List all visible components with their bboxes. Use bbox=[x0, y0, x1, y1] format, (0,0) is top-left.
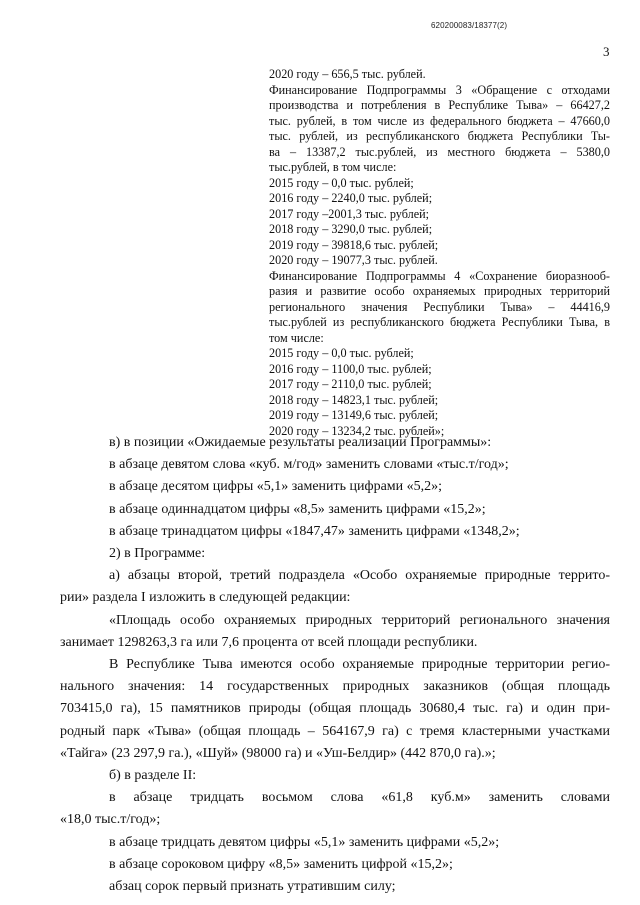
text-line: 703415,0 га), 15 памятников природы (общая площадь 30680,4 тыс. га) и один при- bbox=[60, 701, 610, 717]
text-line: абзац сорок первый признать утратившим силу; bbox=[109, 879, 396, 895]
text-line: производства и потребления в Республике Тыва» – 66427,2 bbox=[269, 98, 610, 112]
text-line: 2016 году – 2240,0 тыс. рублей; bbox=[269, 191, 433, 205]
text-line: в) в позиции «Ожидаемые результаты реализации Программы»: bbox=[109, 435, 492, 450]
text-line: в абзаце тринадцатом цифры «1847,47» заменить цифрами «1348,2»; bbox=[109, 523, 520, 539]
financing-column bbox=[269, 67, 610, 439]
text-line: регионального значения Республики Тыва» – 44416,9 bbox=[269, 299, 610, 314]
text-line: тыс. рублей, из республиканского бюджета Республики Ты- bbox=[269, 129, 610, 143]
text-line: нального значения: 14 государственных природных заказников (общая площадь bbox=[60, 679, 610, 695]
page-number: 3 bbox=[603, 44, 610, 59]
text-line: в абзаце одиннадцатом цифры «8,5» заменить цифрами «15,2»; bbox=[109, 501, 486, 517]
text-line: родный парк «Тыва» (общая площадь – 564167,9 га) с тремя кластерными участками bbox=[60, 723, 610, 739]
text-line: а) абзацы второй, третий подраздела «Особо охраняемые природные террито- bbox=[109, 568, 610, 584]
text-line: в абзаце тридцать девятом цифры «5,1» заменить цифрами «5,2»; bbox=[109, 834, 500, 850]
text-line: 2020 году – 656,5 тыс. рублей. bbox=[269, 67, 426, 81]
text-line: том числе: bbox=[269, 330, 324, 345]
text-line: «18,0 тыс.т/год»; bbox=[60, 812, 161, 828]
text-line: 2018 году – 14823,1 тыс. рублей; bbox=[269, 392, 439, 407]
text-line: 2019 году – 39818,6 тыс. рублей; bbox=[269, 237, 439, 252]
text-line: занимает 1298263,3 га или 7,6 процента от всей площади республики. bbox=[60, 634, 478, 650]
text-line: 2015 году – 0,0 тыс. рублей; bbox=[269, 175, 414, 190]
text-line: тыс. рублей, в том числе из федерального бюджета – 47660,0 bbox=[269, 113, 610, 128]
text-line: б) в разделе II: bbox=[109, 768, 197, 784]
text-line: 2018 году – 3290,0 тыс. рублей; bbox=[269, 222, 433, 236]
text-line: 2016 году – 1100,0 тыс. рублей; bbox=[269, 361, 432, 376]
text-line: рии» раздела I изложить в следующей редакции: bbox=[60, 590, 351, 606]
text-line: в абзаце десятом цифры «5,1» заменить цифрами «5,2»; bbox=[109, 479, 443, 495]
text-line: тыс.рублей, в том числе: bbox=[269, 160, 397, 174]
text-line: 2019 году – 13149,6 тыс. рублей; bbox=[269, 408, 439, 422]
text-line: 2017 году –2001,3 тыс. рублей; bbox=[269, 206, 430, 221]
text-line: 2015 году – 0,0 тыс. рублей; bbox=[269, 346, 414, 360]
text-line: разия и развитие особо охраняемых природных территорий bbox=[269, 284, 610, 298]
text-line: ва – 13387,2 тыс.рублей, из местного бюджета – 5380,0 bbox=[269, 144, 610, 159]
document-code: 620200083/18377(2) bbox=[431, 21, 508, 30]
text-line: В Республике Тыва имеются особо охраняемые природные территории регио- bbox=[109, 657, 610, 673]
text-line: 2017 году – 2110,0 тыс. рублей; bbox=[269, 377, 432, 391]
text-line: 2020 году – 19077,3 тыс. рублей. bbox=[269, 253, 438, 267]
text-line: в абзаце сороковом цифру «8,5» заменить цифрой «15,2»; bbox=[109, 856, 453, 872]
text-line: Финансирование Подпрограммы 4 «Сохранение биоразнооб- bbox=[269, 268, 610, 283]
amendments-text bbox=[60, 432, 610, 898]
text-line: Финансирование Подпрограммы 3 «Обращение с отходами bbox=[269, 82, 610, 97]
text-line: «Тайга» (23 297,9 га.), «Шуй» (98000 га) и «Уш-Белдир» (442 870,0 га).»; bbox=[60, 745, 496, 761]
text-line: в абзаце тридцать восьмом слова «61,8 куб.м» заменить словами bbox=[109, 790, 610, 806]
text-line: 2020 году – 13234,2 тыс. рублей»; bbox=[269, 423, 445, 438]
text-line: тыс.рублей из республиканского бюджета Республики Тыва, в bbox=[269, 315, 610, 329]
text-line: 2) в Программе: bbox=[109, 546, 206, 562]
text-line: в абзаце девятом слова «куб. м/год» заменить словами «тыс.т/год»; bbox=[109, 457, 509, 473]
text-line: «Площадь особо охраняемых природных территорий регионального значения bbox=[109, 612, 610, 628]
